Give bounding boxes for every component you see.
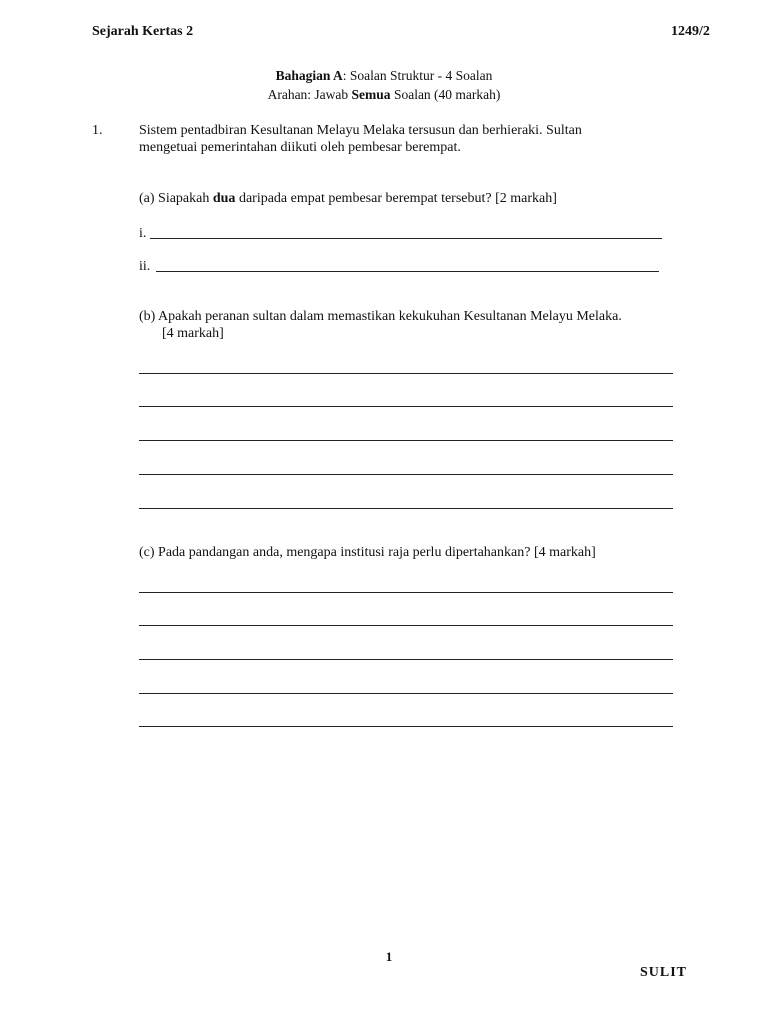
section-title bbox=[0, 68, 768, 84]
paper-code: 1249/2 bbox=[671, 24, 710, 39]
part-b-answer-line[interactable] bbox=[139, 440, 673, 441]
page-number: 1 bbox=[385, 949, 393, 964]
part-a-label-i: i. bbox=[139, 226, 147, 241]
part-a-answer-line-i[interactable] bbox=[150, 238, 662, 239]
part-c-answer-line[interactable] bbox=[139, 726, 673, 727]
question-number: 1. bbox=[92, 123, 103, 138]
part-a-answer-line-ii[interactable] bbox=[156, 271, 659, 272]
part-a-pre: (a) Siapakah bbox=[139, 191, 213, 206]
part-b-answer-line[interactable] bbox=[139, 508, 673, 509]
subject-title: Sejarah Kertas 2 bbox=[92, 24, 194, 39]
section-title-rest: : Soalan Struktur - 4 Soalan bbox=[342, 68, 493, 83]
part-a-post: daripada empat pembesar berempat tersebut? [2 markah] bbox=[235, 191, 557, 206]
section-instructions bbox=[0, 87, 768, 103]
part-a-question bbox=[139, 190, 557, 207]
instructions-pre: Arahan: Jawab bbox=[267, 87, 352, 102]
part-b-question-line-1: (b) Apakah peranan sultan dalam memastikan kekukuhan Kesultanan Melayu Melaka. bbox=[139, 309, 622, 324]
section-title-bold: Bahagian A bbox=[275, 68, 343, 83]
instructions-post: Soalan (40 markah) bbox=[390, 87, 501, 102]
part-c-answer-line[interactable] bbox=[139, 625, 673, 626]
question-stem-line-1: Sistem pentadbiran Kesultanan Melayu Melaka tersusun dan berhieraki. Sultan bbox=[139, 123, 582, 138]
question-stem-line-2: mengetuai pemerintahan diikuti oleh pembesar berempat. bbox=[139, 140, 461, 155]
part-b-answer-line[interactable] bbox=[139, 406, 673, 407]
instructions-bold: Semua bbox=[351, 87, 391, 102]
part-c-question: (c) Pada pandangan anda, mengapa institusi raja perlu dipertahankan? [4 markah] bbox=[139, 545, 596, 560]
part-b-marks: [4 markah] bbox=[162, 326, 224, 341]
classification-label: SULIT bbox=[640, 965, 688, 980]
part-b-answer-line[interactable] bbox=[139, 474, 673, 475]
part-a-bold: dua bbox=[212, 191, 236, 206]
part-b-answer-line[interactable] bbox=[139, 373, 673, 374]
part-c-answer-line[interactable] bbox=[139, 659, 673, 660]
part-a-label-ii: ii. bbox=[139, 259, 151, 274]
part-c-answer-line[interactable] bbox=[139, 693, 673, 694]
part-c-answer-line[interactable] bbox=[139, 592, 673, 593]
